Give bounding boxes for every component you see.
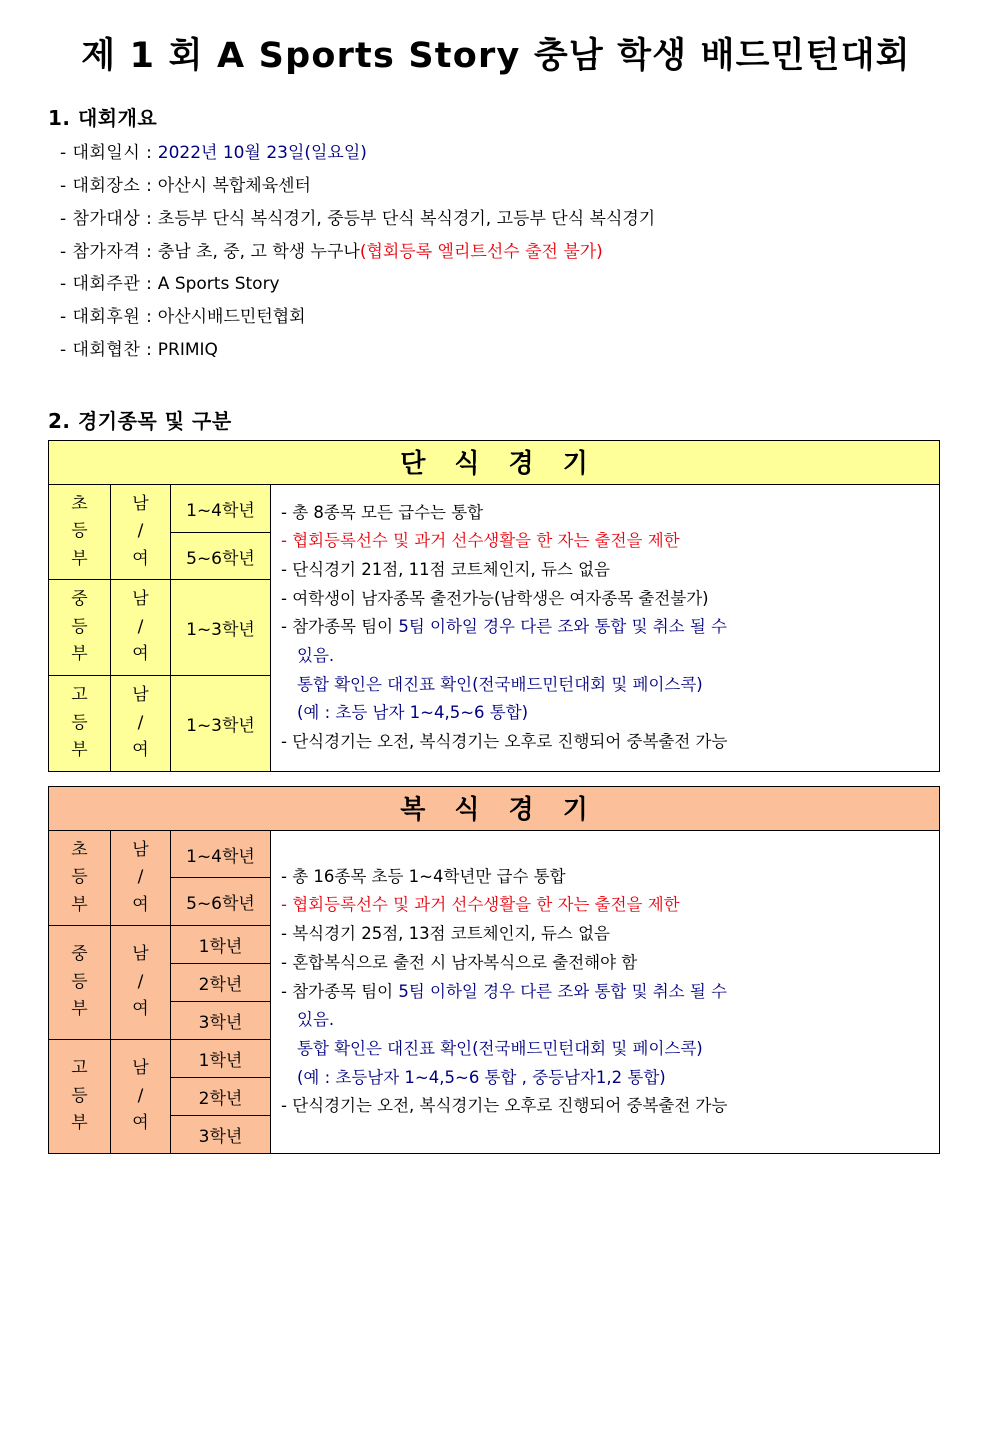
grade-cell: 3학년 <box>171 1116 271 1154</box>
overview-item-suffix: (협회등록 엘리트선수 출전 불가) <box>359 241 603 262</box>
singles-title-row <box>49 440 940 484</box>
gender-char: 남 <box>132 839 149 860</box>
division-cell <box>49 484 111 580</box>
overview-item <box>48 170 944 203</box>
division-char: 초 <box>71 493 88 514</box>
note-text: - 여학생이 남자종목 출전가능(남학생은 여자종목 출전불가) <box>281 588 709 608</box>
gender-cell <box>111 580 171 676</box>
overview-item-label: 대회장소 : <box>72 176 153 197</box>
overview-item-dash: - <box>60 176 73 197</box>
gender-char: / <box>137 867 144 888</box>
overview-item-dash: - <box>60 143 73 164</box>
note-item <box>281 1064 931 1093</box>
note-item <box>281 613 931 642</box>
division-char: 등 <box>71 712 88 733</box>
division-char: 등 <box>71 867 88 888</box>
overview-item-label: 참가대상 : <box>72 208 153 229</box>
gender-char: 남 <box>132 1058 149 1079</box>
gender-cell <box>111 1040 171 1154</box>
overview-item-label: 참가자격 : <box>72 241 153 262</box>
division-char: 중 <box>71 589 88 610</box>
gender-char: / <box>137 616 144 637</box>
division-cell <box>49 580 111 676</box>
gender-char: / <box>137 712 144 733</box>
grade-cell: 5~6학년 <box>171 532 271 580</box>
gender-char: / <box>137 971 144 992</box>
division-char: 고 <box>71 1058 88 1079</box>
note-item <box>281 891 931 920</box>
overview-item-dash: - <box>60 241 73 262</box>
note-text: 있음. <box>297 646 335 666</box>
gender-char: / <box>137 1085 144 1106</box>
division-cell <box>49 830 111 926</box>
doubles-table-title: 복 식 경 기 <box>49 786 940 830</box>
singles-table-title: 단 식 경 기 <box>49 440 940 484</box>
note-item <box>281 978 931 1007</box>
gender-char: 여 <box>132 644 149 665</box>
division-char: 등 <box>71 521 88 542</box>
note-text: - 복식경기 25점, 13점 코트체인지, 듀스 없음 <box>281 924 610 944</box>
overview-item <box>48 334 944 367</box>
gender-char: 여 <box>132 740 149 761</box>
division-char: 중 <box>71 944 88 965</box>
overview-item-label: 대회일시 : <box>72 143 153 164</box>
overview-item-value: PRIMIQ <box>157 340 218 361</box>
division-char: 부 <box>71 894 88 915</box>
note-text: - 총 16종목 초등 1~4학년만 급수 통합 <box>281 866 566 886</box>
note-item <box>281 1006 931 1035</box>
doubles-notes-list <box>281 863 931 1121</box>
grade-cell: 1~3학년 <box>171 676 271 772</box>
gender-char: 여 <box>132 548 149 569</box>
overview-item <box>48 268 944 301</box>
note-text: - 단식경기는 오전, 복식경기는 오후로 진행되어 중복출전 가능 <box>281 1096 728 1116</box>
grade-cell: 1~4학년 <box>171 830 271 878</box>
note-text: 있음. <box>297 1010 335 1030</box>
gender-char: 남 <box>132 685 149 706</box>
note-text: - 협회등록선수 및 과거 선수생활을 한 자는 출전을 제한 <box>281 895 680 915</box>
section-heading-overview: 1. 대회개요 <box>48 106 158 131</box>
grade-cell: 1~3학년 <box>171 580 271 676</box>
note-text-highlight: 5팀 이하일 경우 다른 조와 통합 및 취소 될 수 <box>398 981 727 1001</box>
overview-item <box>48 301 944 334</box>
note-text: (예 : 초등 남자 1~4,5~6 통합) <box>297 703 529 723</box>
division-cell <box>49 1040 111 1154</box>
overview-item-value: 아산시배드민턴협회 <box>157 307 306 328</box>
division-char: 부 <box>71 1113 88 1134</box>
note-item <box>281 699 931 728</box>
overview-item-dash: - <box>60 307 73 328</box>
gender-char: 남 <box>132 589 149 610</box>
note-text: - 참가종목 팀이 <box>281 617 399 637</box>
overview-item-value: 2022년 10월 23일(일요일) <box>157 143 367 164</box>
division-char: 초 <box>71 839 88 860</box>
note-text: (예 : 초등남자 1~4,5~6 통합 , 중등남자1,2 통합) <box>297 1067 666 1087</box>
overview-item <box>48 137 944 170</box>
gender-char: / <box>137 521 144 542</box>
grade-cell: 1~4학년 <box>171 484 271 532</box>
division-char: 등 <box>71 1085 88 1106</box>
grade-cell: 1학년 <box>171 926 271 964</box>
note-text: - 단식경기는 오전, 복식경기는 오후로 진행되어 중복출전 가능 <box>281 732 728 752</box>
gender-cell <box>111 676 171 772</box>
gender-char: 여 <box>132 999 149 1020</box>
note-item <box>281 949 931 978</box>
note-text: - 협회등록선수 및 과거 선수생활을 한 자는 출전을 제한 <box>281 531 680 551</box>
table-row <box>49 484 940 532</box>
document-page <box>0 36 992 1154</box>
doubles-table-wrap <box>48 786 944 1155</box>
overview-item-value: 아산시 복합체육센터 <box>157 176 311 197</box>
note-item <box>281 920 931 949</box>
note-item <box>281 527 931 556</box>
singles-match-table <box>48 440 940 772</box>
note-item <box>281 556 931 585</box>
gender-cell <box>111 830 171 926</box>
overview-item <box>48 203 944 236</box>
note-item <box>281 863 931 892</box>
note-item <box>281 728 931 757</box>
section-heading-events: 2. 경기종목 및 구분 <box>48 408 232 433</box>
division-cell <box>49 676 111 772</box>
gender-char: 남 <box>132 493 149 514</box>
singles-notes-list <box>281 499 931 757</box>
overview-item-label: 대회협찬 : <box>72 340 153 361</box>
note-text: - 참가종목 팀이 <box>281 981 399 1001</box>
singles-notes-cell <box>271 484 940 771</box>
gender-char: 남 <box>132 944 149 965</box>
overview-item-value: 초등부 단식 복식경기, 중등부 단식 복식경기, 고등부 단식 복식경기 <box>157 208 656 229</box>
grade-cell: 1학년 <box>171 1040 271 1078</box>
note-text: - 총 8종목 모든 급수는 통합 <box>281 502 484 522</box>
grade-cell: 3학년 <box>171 1002 271 1040</box>
table-row <box>49 830 940 878</box>
gender-char: 여 <box>132 1113 149 1134</box>
gender-cell <box>111 484 171 580</box>
note-item <box>281 671 931 700</box>
note-item <box>281 642 931 671</box>
grade-cell: 5~6학년 <box>171 878 271 926</box>
doubles-match-table <box>48 786 940 1155</box>
division-char: 부 <box>71 999 88 1020</box>
doubles-notes-cell <box>271 830 940 1154</box>
doubles-title-row <box>49 786 940 830</box>
division-char: 고 <box>71 685 88 706</box>
page-title: 제 1 회 A Sports Story 충남 학생 배드민턴대회 <box>81 36 911 76</box>
note-text-highlight: 5팀 이하일 경우 다른 조와 통합 및 취소 될 수 <box>398 617 727 637</box>
overview-item-label: 대회후원 : <box>72 307 153 328</box>
division-cell <box>49 926 111 1040</box>
division-char: 부 <box>71 644 88 665</box>
note-item <box>281 585 931 614</box>
division-char: 등 <box>71 616 88 637</box>
note-item <box>281 1035 931 1064</box>
grade-cell: 2학년 <box>171 964 271 1002</box>
division-char: 부 <box>71 740 88 761</box>
note-text: - 혼합복식으로 출전 시 남자복식으로 출전해야 함 <box>281 952 638 972</box>
note-text: 통합 확인은 대진표 확인(전국배드민턴대회 및 페이스콕) <box>297 674 703 694</box>
overview-item <box>48 236 944 269</box>
overview-item-value: A Sports Story <box>157 274 280 295</box>
division-char: 등 <box>71 971 88 992</box>
overview-item-value: 충남 초, 중, 고 학생 누구나 <box>157 241 360 262</box>
note-item <box>281 1092 931 1121</box>
note-text: - 단식경기 21점, 11점 코트체인지, 듀스 없음 <box>281 559 610 579</box>
division-char: 부 <box>71 548 88 569</box>
overview-item-label: 대회주관 : <box>72 274 153 295</box>
grade-cell: 2학년 <box>171 1078 271 1116</box>
note-text: 통합 확인은 대진표 확인(전국배드민턴대회 및 페이스콕) <box>297 1038 703 1058</box>
singles-table-wrap <box>48 440 944 772</box>
overview-item-dash: - <box>60 340 73 361</box>
overview-item-dash: - <box>60 208 73 229</box>
overview-item-dash: - <box>60 274 73 295</box>
gender-char: 여 <box>132 894 149 915</box>
note-item <box>281 499 931 528</box>
gender-cell <box>111 926 171 1040</box>
overview-list <box>48 137 944 367</box>
